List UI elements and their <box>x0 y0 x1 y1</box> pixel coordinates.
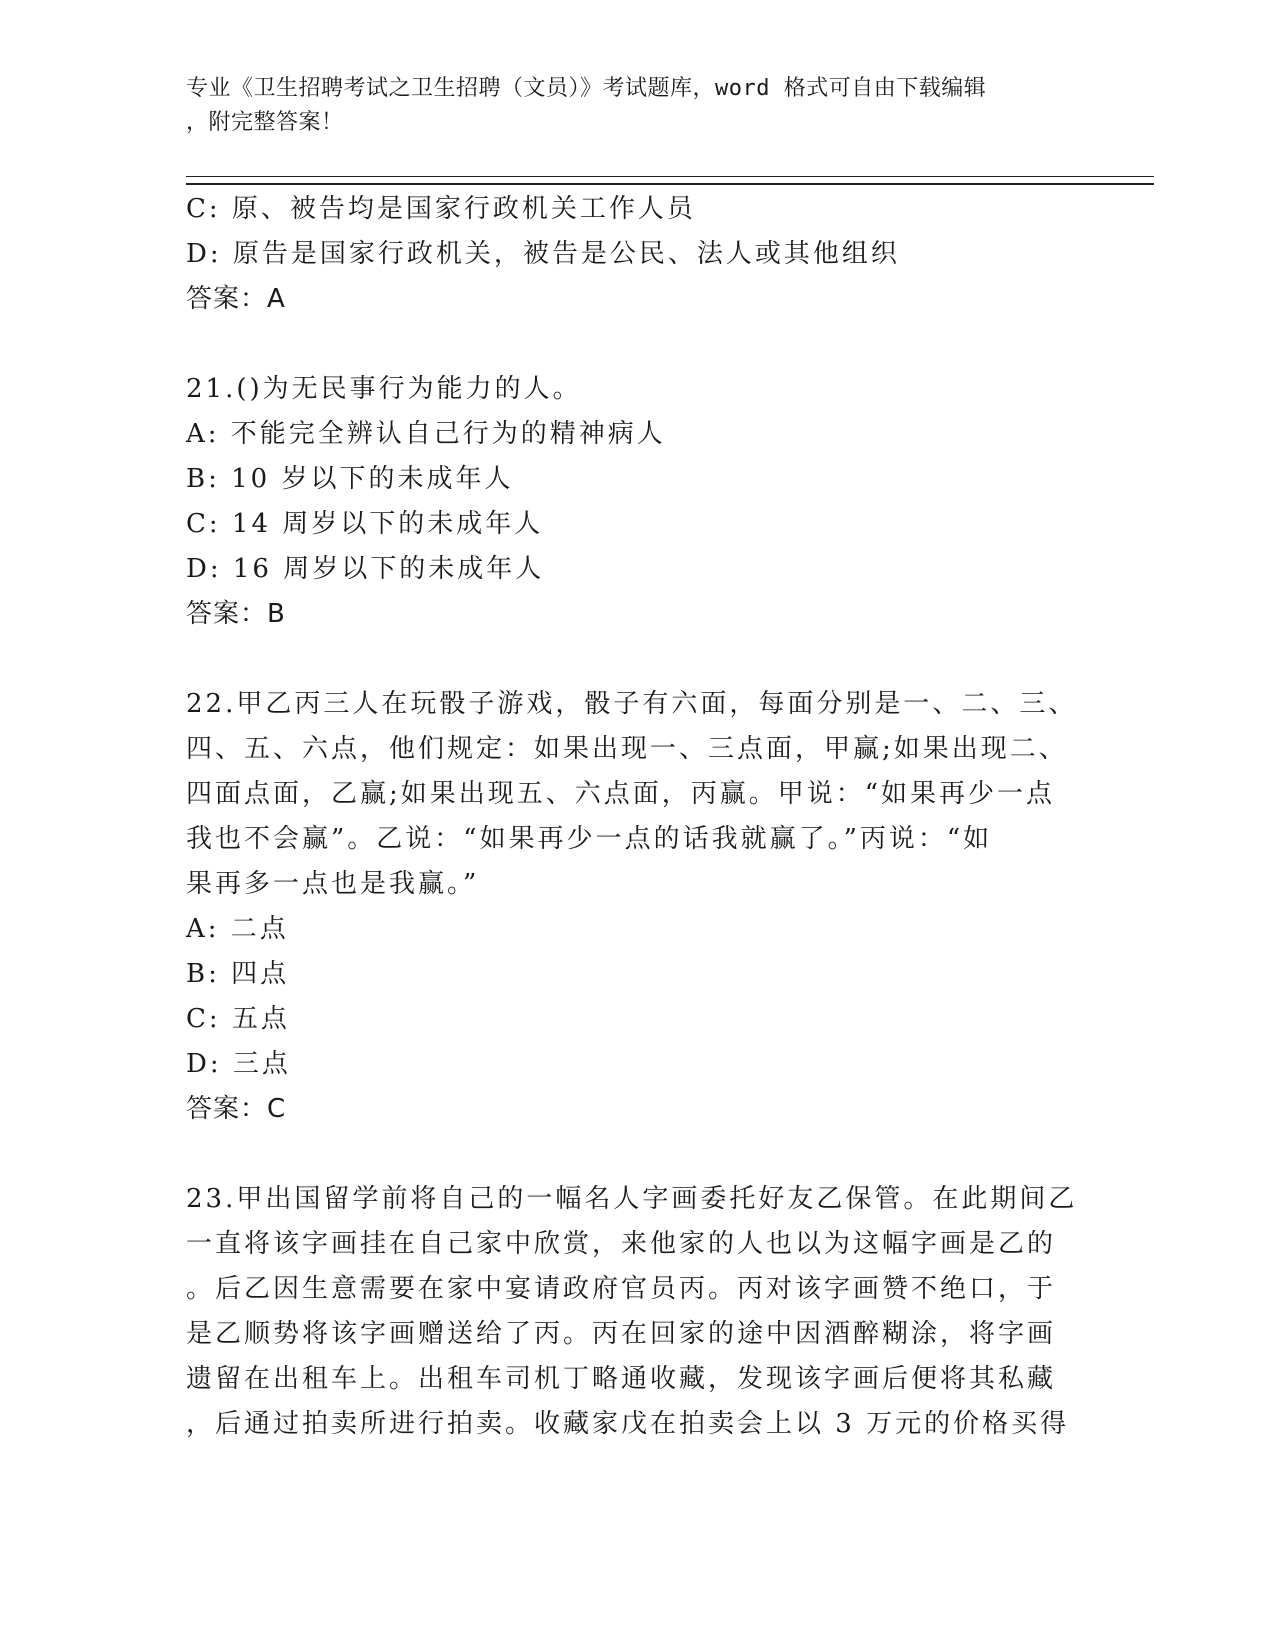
q22-option-b: B: 四点 <box>186 959 290 989</box>
question-21 <box>186 367 1086 637</box>
header-line-1: 专业《卫生招聘考试之卫生招聘（文员）》考试题库，word 格式可自由下载编辑 <box>186 76 987 101</box>
q21-answer: 答案：B <box>186 599 286 629</box>
q21-option-c: C: 14 周岁以下的未成年人 <box>186 509 544 539</box>
question-23 <box>186 1177 1086 1447</box>
q22-stem-line: 果再多一点也是我赢。” <box>186 869 480 899</box>
q22-stem-line: 四、五、六点，他们规定：如果出现一、三点面，甲赢;如果出现二、 <box>186 734 1068 764</box>
q22-stem-line: 我也不会赢”。乙说：“如果再少一点的话我就赢了。”丙说：“如 <box>186 824 993 854</box>
q23-stem-line: 遗留在出租车上。出租车司机丁略通收藏，发现该字画后便将其私藏 <box>186 1364 1057 1394</box>
q21-option-a: A: 不能完全辨认自己行为的精神病人 <box>186 419 666 449</box>
q22-option-a: A: 二点 <box>186 914 289 944</box>
q22-option-c: C: 五点 <box>186 1004 290 1034</box>
q21-stem: 21.()为无民事行为能力的人。 <box>186 374 582 404</box>
question-gap <box>186 637 1086 682</box>
q22-stem-line: 22.甲乙丙三人在玩骰子游戏，骰子有六面，每面分别是一、二、三、 <box>186 689 1078 719</box>
q23-stem-line: 23.甲出国留学前将自己的一幅名人字画委托好友乙保管。在此期间乙 <box>186 1184 1078 1214</box>
q22-answer: 答案：C <box>186 1094 287 1124</box>
q23-stem-line: ，后通过拍卖所进行拍卖。收藏家戊在拍卖会上以 3 万元的价格买得 <box>186 1409 1070 1439</box>
question-22 <box>186 682 1086 1132</box>
q23-stem-line: 。后乙因生意需要在家中宴请政府官员丙。丙对该字画赞不绝口，于 <box>186 1274 1057 1304</box>
header-line-2: ，附完整答案！ <box>186 110 344 135</box>
q20-option-d: D: 原告是国家行政机关，被告是公民、法人或其他组织 <box>186 239 900 269</box>
page-header <box>186 72 1066 140</box>
q23-stem-line: 一直将该字画挂在自己家中欣赏，来他家的人也以为这幅字画是乙的 <box>186 1229 1057 1259</box>
question-gap <box>186 1132 1086 1177</box>
document-body <box>186 187 1086 1447</box>
question-20 <box>186 187 1086 322</box>
question-gap <box>186 322 1086 367</box>
header-divider <box>186 176 1154 185</box>
q22-option-d: D: 三点 <box>186 1049 291 1079</box>
q20-answer: 答案：A <box>186 284 286 314</box>
q23-stem-line: 是乙顺势将该字画赠送给了丙。丙在回家的途中因酒醉糊涂，将字画 <box>186 1319 1057 1349</box>
q22-stem-line: 四面点面，乙赢;如果出现五、六点面，丙赢。甲说：“如果再少一点 <box>186 779 1056 809</box>
q20-option-c: C: 原、被告均是国家行政机关工作人员 <box>186 194 696 224</box>
q21-option-d: D: 16 周岁以下的未成年人 <box>186 554 545 584</box>
q21-option-b: B: 10 岁以下的未成年人 <box>186 464 514 494</box>
